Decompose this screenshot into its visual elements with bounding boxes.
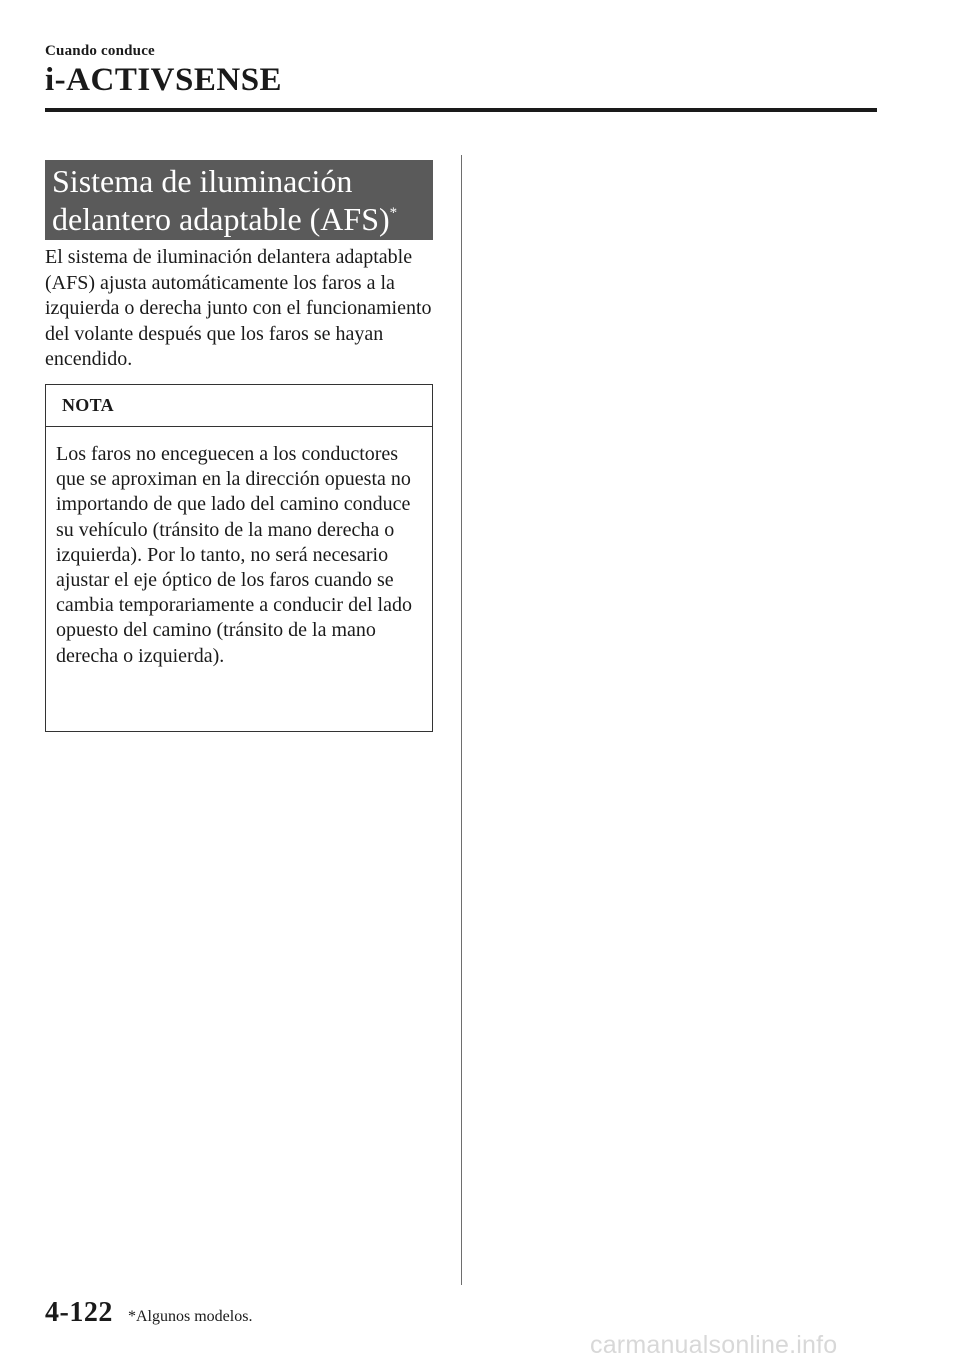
watermark: carmanualsonline.info bbox=[590, 1331, 838, 1359]
section-title: i-ACTIVSENSE bbox=[45, 62, 283, 98]
note-label: NOTA bbox=[46, 385, 432, 427]
column-divider bbox=[461, 155, 462, 1285]
topic-heading bbox=[45, 160, 433, 240]
note-box bbox=[45, 384, 433, 732]
page-number: 4-122 bbox=[45, 1297, 113, 1328]
footnote: *Algunos modelos. bbox=[128, 1308, 253, 1325]
intro-paragraph: El sistema de iluminación delantera adaptable (AFS) ajusta automáticamente los faros a la izquierda o derecha junto con el funcionamiento del volante después que los faros se hayan encendido. bbox=[45, 246, 432, 370]
topic-heading-text: Sistema de iluminación delantero adaptable (AFS) bbox=[52, 163, 390, 237]
some-models-marker: * bbox=[389, 205, 398, 221]
chapter-label: Cuando conduce bbox=[45, 43, 155, 59]
note-text: Los faros no enceguecen a los conductores que se aproximan en la dirección opuesta no importando de que lado del camino conduce su vehículo (tránsito de la mano derecha o izquierda). Por lo tanto, no será necesario ajustar el eje óptico de los faros cuando se cambia temporariamente a conducir del lado opuesto del camino (tránsito de la mano derecha o izquierda). bbox=[56, 443, 412, 667]
header-rule bbox=[45, 108, 877, 112]
